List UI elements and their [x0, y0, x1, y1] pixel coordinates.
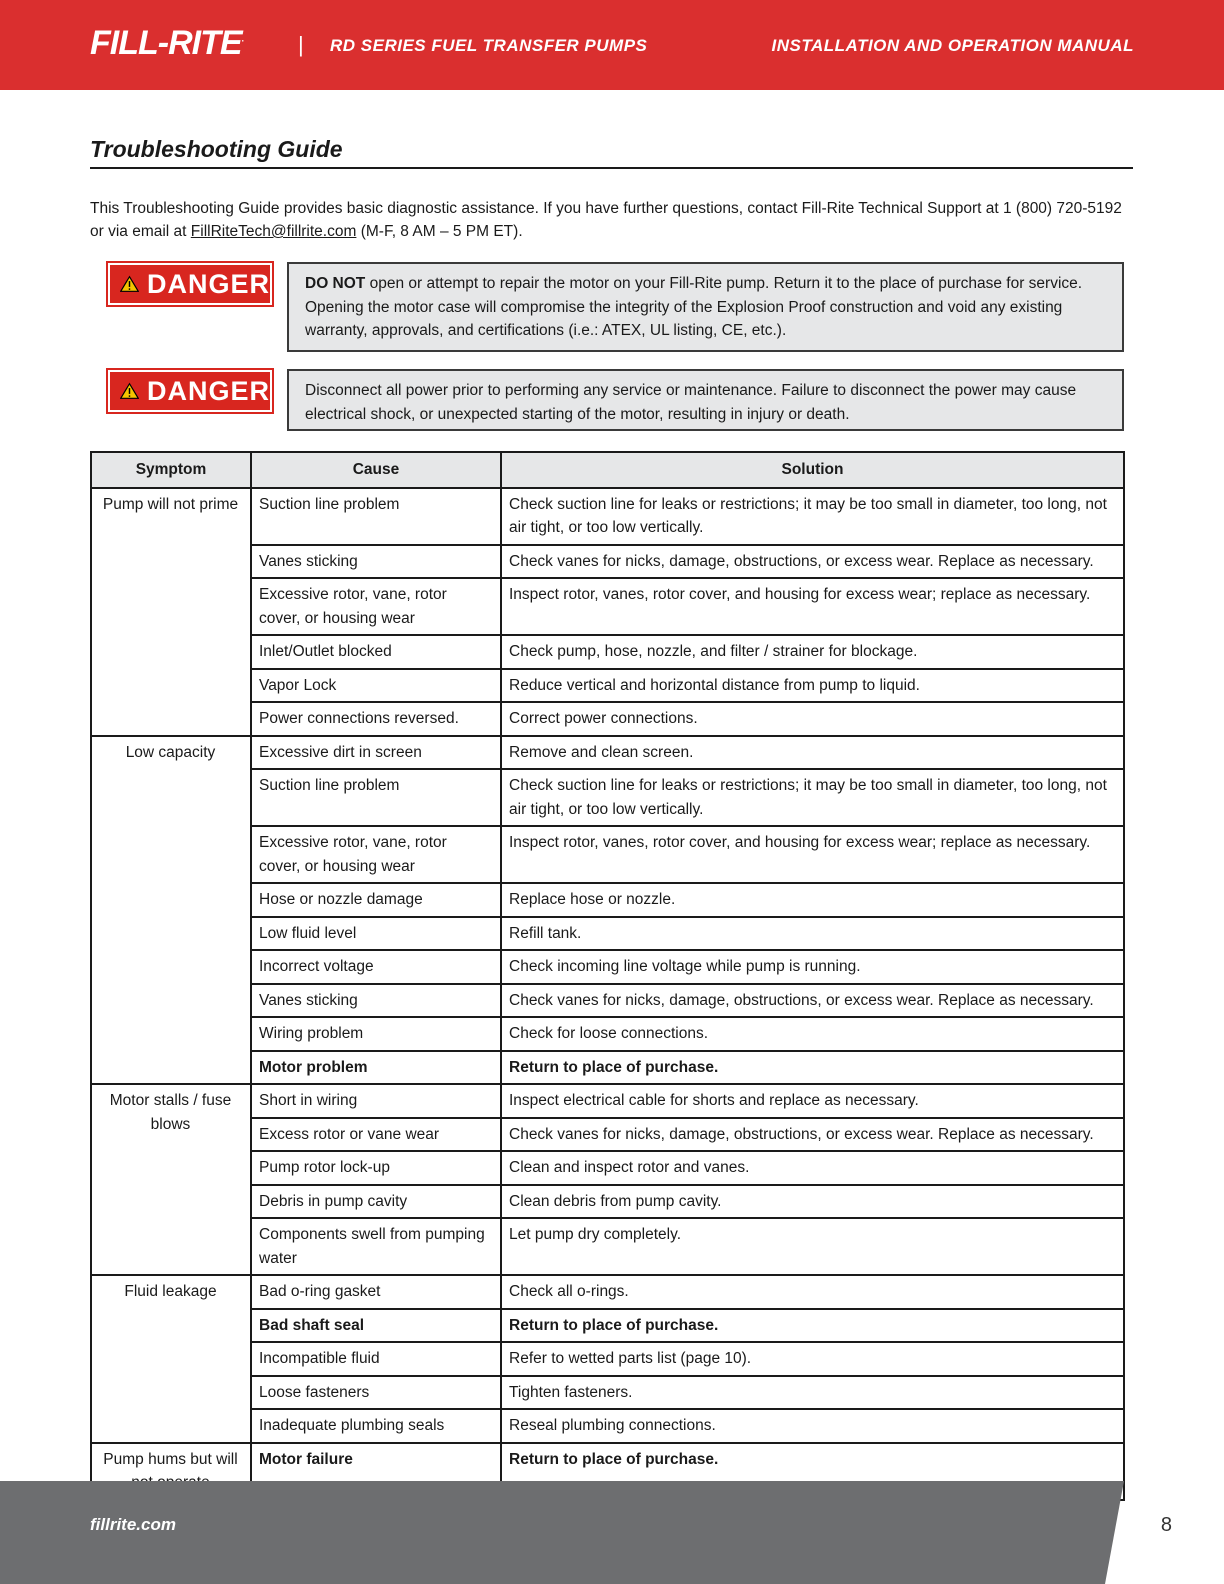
- danger-message-power: Disconnect all power prior to performing any service or maintenance. Failure to disconnect the power may cause electrical shock, or unexpected starting of the motor, resulting in injury or death.: [287, 369, 1124, 431]
- table-row: [91, 736, 1124, 770]
- support-email-link[interactable]: FillRiteTech@fillrite.com: [190, 223, 357, 240]
- section-title: Troubleshooting Guide: [90, 136, 1133, 169]
- header-solution: Solution: [501, 452, 1124, 488]
- warning-icon: [120, 273, 139, 295]
- cause-cell: Incorrect voltage: [251, 950, 501, 984]
- solution-cell: Check all o-rings.: [501, 1275, 1124, 1309]
- header-separator: |: [298, 32, 304, 57]
- cause-cell: Excessive rotor, vane, rotor cover, or housing wear: [251, 578, 501, 635]
- header-product-title: RD SERIES FUEL TRANSFER PUMPS: [330, 36, 648, 55]
- cause-cell: Power connections reversed.: [251, 702, 501, 736]
- cause-cell: Motor problem: [251, 1051, 501, 1085]
- solution-cell: Let pump dry completely.: [501, 1218, 1124, 1275]
- danger-badge: DANGER: [108, 370, 272, 412]
- page-footer: [0, 1481, 1224, 1584]
- table-row: [91, 488, 1124, 545]
- solution-cell: Inspect electrical cable for shorts and replace as necessary.: [501, 1084, 1124, 1118]
- solution-cell: Remove and clean screen.: [501, 736, 1124, 770]
- cause-cell: Wiring problem: [251, 1017, 501, 1051]
- solution-cell: Inspect rotor, vanes, rotor cover, and housing for excess wear; replace as necessary.: [501, 826, 1124, 883]
- header-manual-title: INSTALLATION AND OPERATION MANUAL: [771, 36, 1134, 55]
- cause-cell: Vanes sticking: [251, 545, 501, 579]
- page-header: [0, 0, 1224, 90]
- cause-cell: Low fluid level: [251, 917, 501, 951]
- cause-cell: Motor failure: [251, 1443, 501, 1500]
- solution-cell: Check suction line for leaks or restrictions; it may be too small in diameter, too long, not air tight, or too low vertically.: [501, 769, 1124, 826]
- cause-cell: Inlet/Outlet blocked: [251, 635, 501, 669]
- solution-cell: Check for loose connections.: [501, 1017, 1124, 1051]
- solution-cell: Clean debris from pump cavity.: [501, 1185, 1124, 1219]
- footer-band: [0, 1481, 1224, 1584]
- cause-cell: Hose or nozzle damage: [251, 883, 501, 917]
- cause-cell: Bad shaft seal: [251, 1309, 501, 1343]
- cause-cell: Excessive dirt in screen: [251, 736, 501, 770]
- symptom-cell: Low capacity: [91, 736, 251, 1085]
- table-row: [91, 1084, 1124, 1118]
- warning-icon: [120, 380, 139, 402]
- cause-cell: Loose fasteners: [251, 1376, 501, 1410]
- cause-cell: Bad o-ring gasket: [251, 1275, 501, 1309]
- cause-cell: Debris in pump cavity: [251, 1185, 501, 1219]
- cause-cell: Excessive rotor, vane, rotor cover, or housing wear: [251, 826, 501, 883]
- cause-cell: Vanes sticking: [251, 984, 501, 1018]
- solution-cell: Return to place of purchase.: [501, 1051, 1124, 1085]
- solution-cell: Clean and inspect rotor and vanes.: [501, 1151, 1124, 1185]
- solution-cell: Tighten fasteners.: [501, 1376, 1124, 1410]
- solution-cell: Return to place of purchase.: [501, 1443, 1124, 1500]
- troubleshooting-table: [90, 451, 1125, 1501]
- solution-cell: Correct power connections.: [501, 702, 1124, 736]
- solution-cell: Return to place of purchase.: [501, 1309, 1124, 1343]
- footer-site-link[interactable]: fillrite.com: [90, 1515, 176, 1534]
- cause-cell: Suction line problem: [251, 769, 501, 826]
- cause-cell: Suction line problem: [251, 488, 501, 545]
- solution-cell: Refer to wetted parts list (page 10).: [501, 1342, 1124, 1376]
- solution-cell: Inspect rotor, vanes, rotor cover, and housing for excess wear; replace as necessary.: [501, 578, 1124, 635]
- table-row: [91, 1275, 1124, 1309]
- symptom-cell: Pump will not prime: [91, 488, 251, 736]
- solution-cell: Check vanes for nicks, damage, obstructions, or excess wear. Replace as necessary.: [501, 984, 1124, 1018]
- solution-cell: Check suction line for leaks or restrictions; it may be too small in diameter, too long, not air tight, or too low vertically.: [501, 488, 1124, 545]
- symptom-cell: Motor stalls / fuse blows: [91, 1084, 251, 1275]
- cause-cell: Inadequate plumbing seals: [251, 1409, 501, 1443]
- solution-cell: Check incoming line voltage while pump is running.: [501, 950, 1124, 984]
- solution-cell: Refill tank.: [501, 917, 1124, 951]
- solution-cell: Check vanes for nicks, damage, obstructions, or excess wear. Replace as necessary.: [501, 545, 1124, 579]
- solution-cell: Reduce vertical and horizontal distance from pump to liquid.: [501, 669, 1124, 703]
- fill-rite-logo: FILL-RITE.: [90, 24, 244, 62]
- cause-cell: Components swell from pumping water: [251, 1218, 501, 1275]
- danger-message-motor: DO NOT open or attempt to repair the motor on your Fill-Rite pump. Return it to the place of purchase for service. Opening the motor case will compromise the integrity of the Explosion Proof construction and void any existing warranty, approvals, and certifications (i.e.: ATEX, UL listing, CE, etc.).: [287, 262, 1124, 352]
- header-symptom: Symptom: [91, 452, 251, 488]
- cause-cell: Pump rotor lock-up: [251, 1151, 501, 1185]
- symptom-cell: Pump hums but will: [91, 1443, 251, 1500]
- cause-cell: Short in wiring: [251, 1084, 501, 1118]
- danger-badge: DANGER: [108, 263, 272, 305]
- header-cause: Cause: [251, 452, 501, 488]
- cause-cell: Incompatible fluid: [251, 1342, 501, 1376]
- intro-paragraph: This Troubleshooting Guide provides basic diagnostic assistance. If you have further questions, contact Fill-Rite Technical Support at 1 (800) 720-5192 or via email at FillRiteTech@fillrite.com (M-F, 8 AM – 5 PM ET).: [90, 200, 1122, 240]
- solution-cell: Replace hose or nozzle.: [501, 883, 1124, 917]
- table-header-row: [91, 452, 1124, 488]
- symptom-cell: Fluid leakage: [91, 1275, 251, 1443]
- cause-cell: Excess rotor or vane wear: [251, 1118, 501, 1152]
- solution-cell: Check pump, hose, nozzle, and filter / strainer for blockage.: [501, 635, 1124, 669]
- page-number: 8: [1160, 1514, 1172, 1536]
- cause-cell: Vapor Lock: [251, 669, 501, 703]
- solution-cell: Reseal plumbing connections.: [501, 1409, 1124, 1443]
- solution-cell: Check vanes for nicks, damage, obstructions, or excess wear. Replace as necessary.: [501, 1118, 1124, 1152]
